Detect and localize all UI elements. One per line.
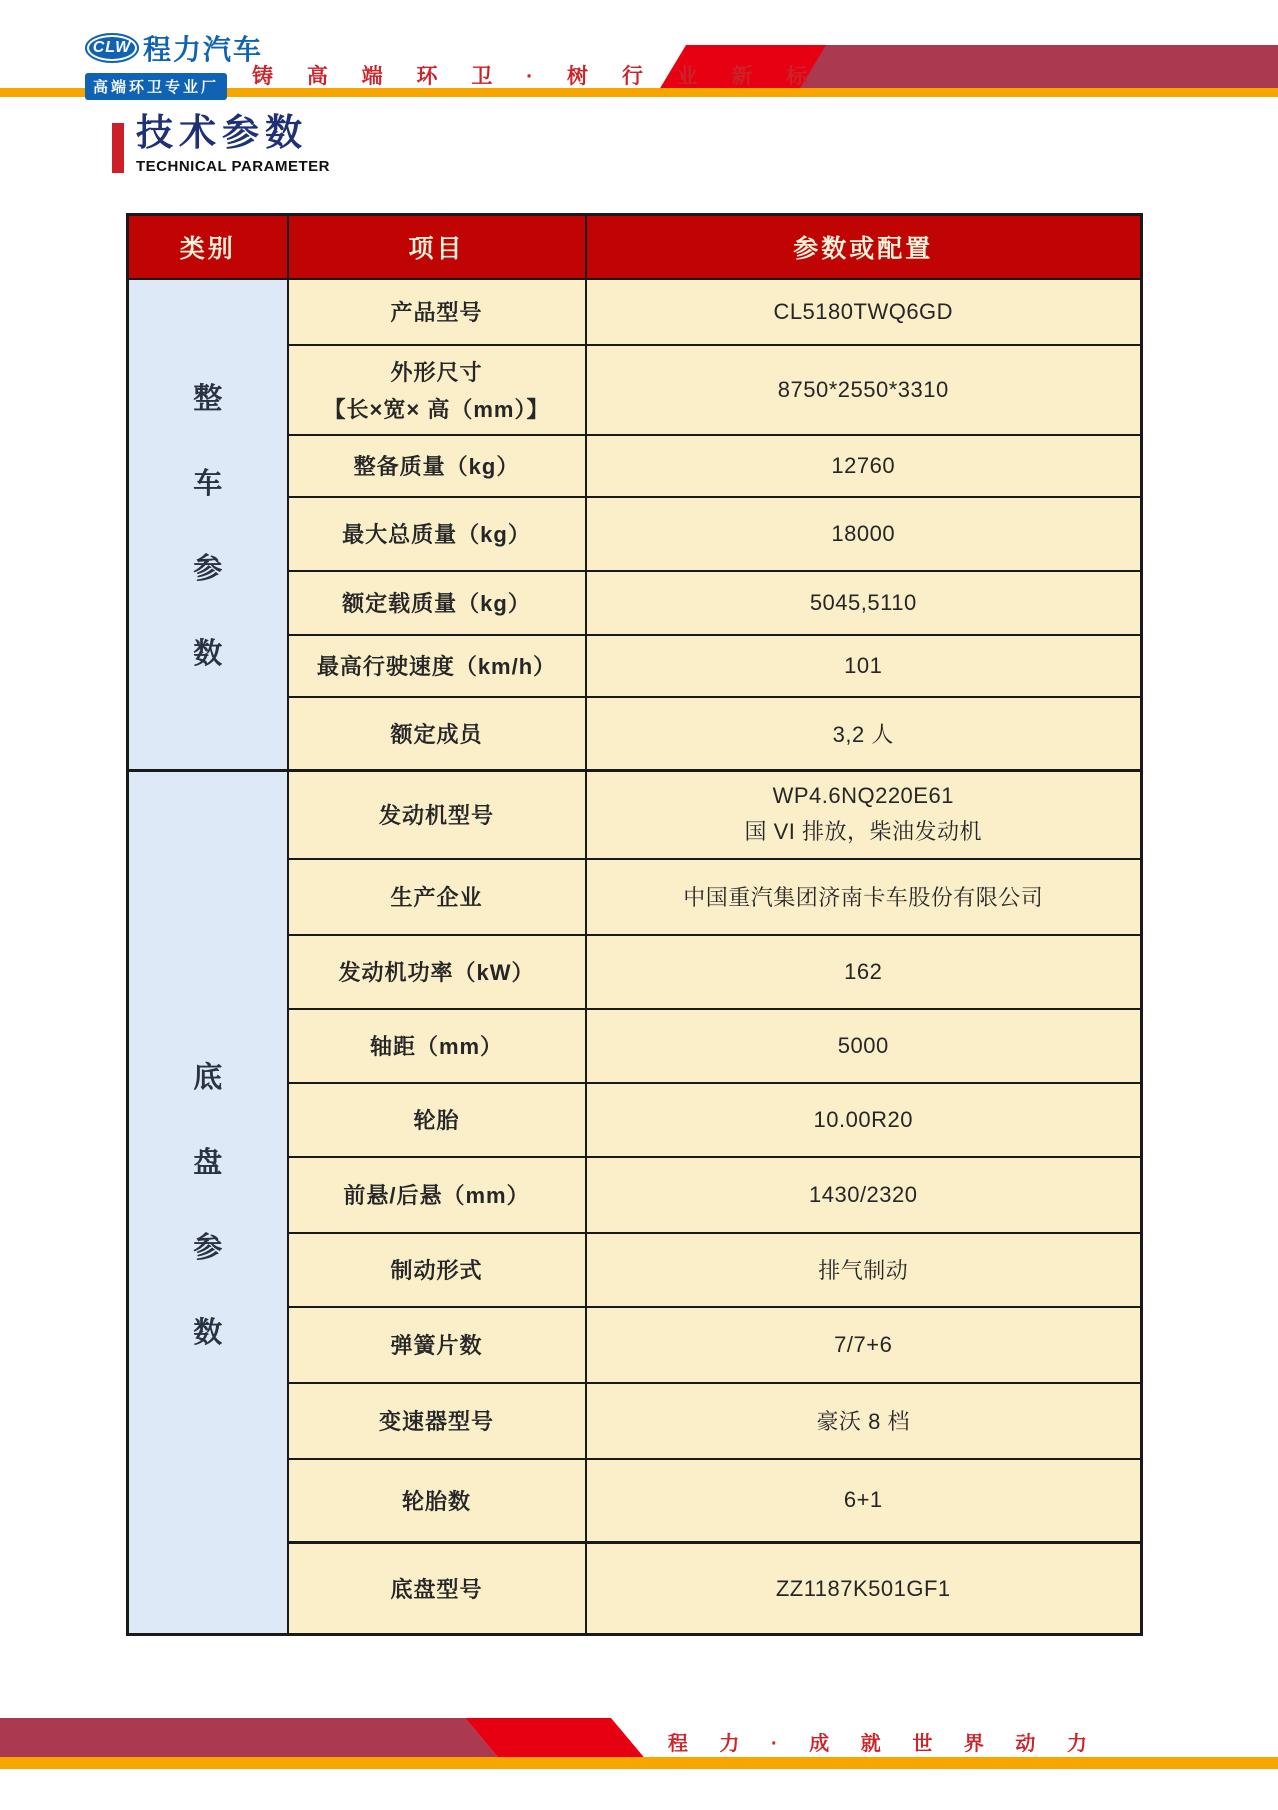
item-cell: 整备质量（kg）	[288, 435, 586, 497]
value-cell: 5000	[586, 1009, 1142, 1083]
item-cell: 弹簧片数	[288, 1307, 586, 1383]
item-cell: 最高行驶速度（km/h）	[288, 635, 586, 697]
header-slogan: 铸 高 端 环 卫 · 树 行 业 新 标	[252, 65, 822, 88]
page-title: 技术参数	[136, 112, 308, 153]
item-cell: 额定成员	[288, 697, 586, 771]
category-cell: 底 盘 参 数	[128, 771, 288, 1635]
value-cell: 18000	[586, 497, 1142, 571]
header-maroon-ribbon	[800, 45, 1278, 88]
value-cell: 162	[586, 935, 1142, 1009]
item-cell: 发动机型号	[288, 771, 586, 859]
value-cell: 排气制动	[586, 1233, 1142, 1307]
value-cell: CL5180TWQ6GD	[586, 279, 1142, 345]
item-cell: 最大总质量（kg）	[288, 497, 586, 571]
item-cell: 发动机功率（kW）	[288, 935, 586, 1009]
value-cell: ZZ1187K501GF1	[586, 1543, 1142, 1635]
col-header-item: 项目	[288, 215, 586, 279]
value-cell: WP4.6NQ220E61 国 VI 排放，柴油发动机	[586, 771, 1142, 859]
footer-slogan: 程 力 · 成 就 世 界 动 力	[667, 1733, 1100, 1755]
value-cell: 7/7+6	[586, 1307, 1142, 1383]
spec-table	[126, 213, 1143, 1636]
item-cell: 轮胎	[288, 1083, 586, 1157]
value-cell: 12760	[586, 435, 1142, 497]
category-cell: 整 车 参 数	[128, 279, 288, 771]
footer-orange-bar	[0, 1757, 1278, 1769]
item-cell: 轴距（mm）	[288, 1009, 586, 1083]
item-cell: 前悬/后悬（mm）	[288, 1157, 586, 1233]
item-cell: 外形尺寸 【长×宽× 高（mm）】	[288, 345, 586, 435]
item-cell: 底盘型号	[288, 1543, 586, 1635]
spec-table-body	[128, 279, 1142, 1635]
value-cell: 5045,5110	[586, 571, 1142, 635]
item-cell: 变速器型号	[288, 1383, 586, 1459]
title-accent-bar	[112, 123, 124, 173]
footer-maroon-ribbon	[0, 1718, 499, 1758]
page-title-en: TECHNICAL PARAMETER	[136, 158, 330, 176]
col-header-value: 参数或配置	[586, 215, 1142, 279]
table-row	[128, 279, 1142, 345]
clw-logo-icon: CLW	[85, 33, 139, 63]
brand-logo	[85, 28, 263, 100]
value-cell: 10.00R20	[586, 1083, 1142, 1157]
item-cell: 轮胎数	[288, 1459, 586, 1543]
value-cell: 3,2 人	[586, 697, 1142, 771]
value-cell: 中国重汽集团济南卡车股份有限公司	[586, 859, 1142, 935]
table-header-row	[128, 215, 1142, 279]
value-cell: 6+1	[586, 1459, 1142, 1543]
col-header-category: 类别	[128, 215, 288, 279]
value-cell: 1430/2320	[586, 1157, 1142, 1233]
value-cell: 豪沃 8 档	[586, 1383, 1142, 1459]
table-row	[128, 771, 1142, 859]
item-cell: 额定载质量（kg）	[288, 571, 586, 635]
title-block	[112, 110, 330, 175]
brand-name: 程力汽车	[143, 34, 264, 65]
brand-subtitle: 高端环卫专业厂	[85, 73, 227, 100]
item-cell: 生产企业	[288, 859, 586, 935]
value-cell: 101	[586, 635, 1142, 697]
item-cell: 制动形式	[288, 1233, 586, 1307]
item-cell: 产品型号	[288, 279, 586, 345]
value-cell: 8750*2550*3310	[586, 345, 1142, 435]
